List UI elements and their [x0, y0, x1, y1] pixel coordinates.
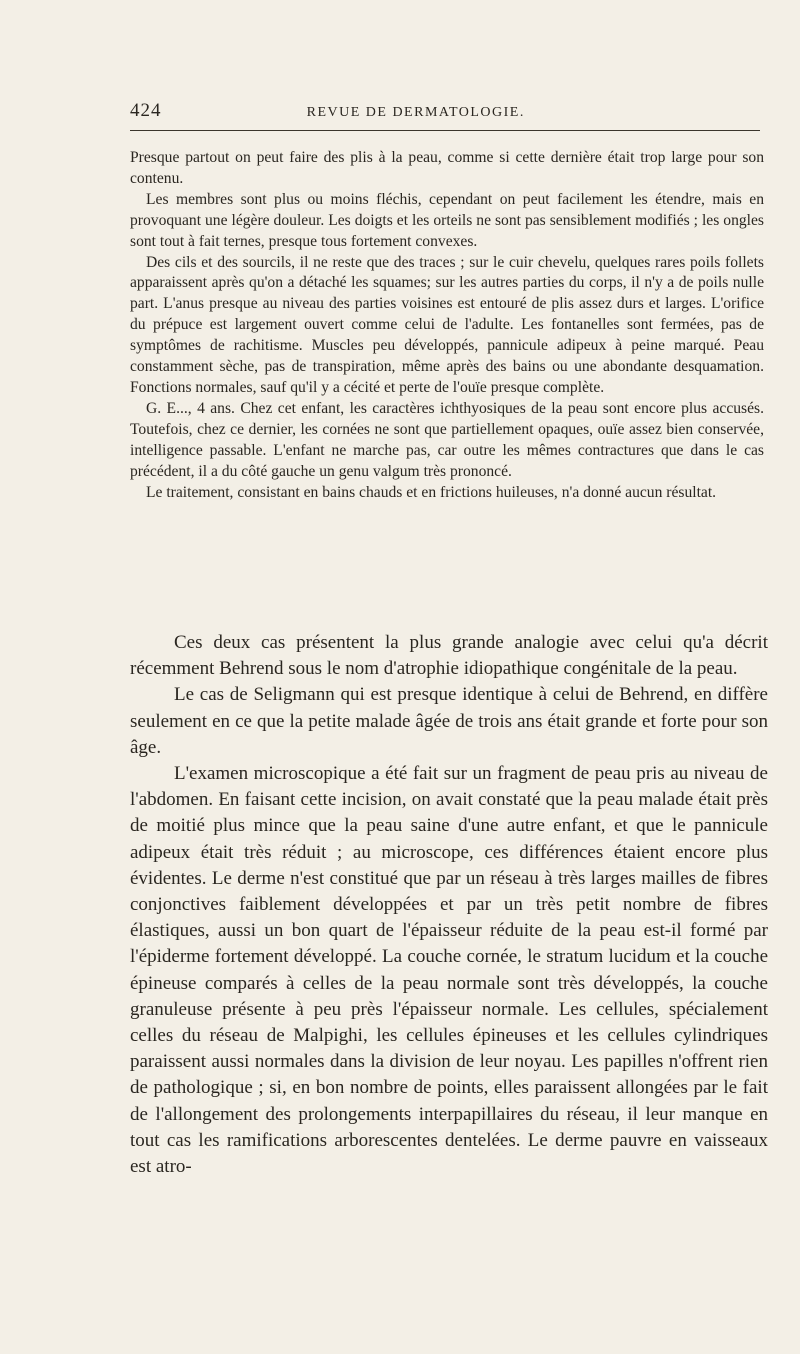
running-title: REVUE DE DERMATOLOGIE.: [306, 105, 525, 120]
paragraph: Le cas de Seligmann qui est presque identique à celui de Behrend, en diffère seulement en ce que la petite malade âgée de trois ans était grande et forte pour son âge.: [130, 684, 768, 758]
paragraph: Les membres sont plus ou moins fléchis, cependant on peut facilement les étendre, mais en provoquant une légère douleur. Les doigts et les orteils ne sont pas sensiblement modifiés ; les ongles sont tout à fait ternes, presque tous fortement convexes.: [130, 190, 764, 250]
paragraph: Des cils et des sourcils, il ne reste que des traces ; sur le cuir chevelu, quelques rares poils follets apparaissent après qu'on a détaché les squames; sur les autres parties du corps, il n'y a de poils nulle part. L'anus presque au niveau des parties voisines est entouré de plis assez durs et larges. L'orifice du prépuce est largement ouvert comme celui de l'adulte. Les fontanelles sont fermées, pas de symptômes de rachitisme. Muscles peu développés, pannicule adipeux à peine marqué. Peau constamment sèche, pas de transpiration, même après des bains ou une abondante desquamation. Fonctions normales, sauf qu'il y a cécité et perte de l'ouïe presque complète.: [130, 253, 764, 396]
main-body-text: [130, 630, 768, 1180]
page-number: 424: [130, 100, 162, 121]
paragraph: Ces deux cas présentent la plus grande analogie avec celui qu'a décrit récemment Behrend sous le nom d'atrophie idiopathique congénitale de la peau.: [130, 632, 768, 680]
case-description-text: [130, 148, 764, 503]
paragraph: Le traitement, consistant en bains chauds et en frictions huileuses, n'a donné aucun résultat.: [146, 483, 717, 501]
paragraph: G. E..., 4 ans. Chez cet enfant, les caractères ichthyosiques de la peau sont encore plus accusés. Toutefois, chez ce dernier, les cornées ne sont que partiellement opaques, ouïe assez bien conservée, intelligence passable. L'enfant ne marche pas, car outre les mêmes contractures que dans le cas précédent, il a du côté gauche un genu valgum très prononcé.: [130, 399, 764, 480]
page-header: [130, 100, 760, 126]
paragraph: Presque partout on peut faire des plis à la peau, comme si cette dernière était trop large pour son contenu.: [130, 149, 764, 187]
paragraph: L'examen microscopique a été fait sur un fragment de peau pris au niveau de l'abdomen. En faisant cette incision, on avait constaté que la peau malade était près de moitié plus mince que la peau saine d'une autre enfant, et que le pannicule adipeux était très réduit ; au microscope, ces différences étaient encore plus évidentes. Le derme n'est constitué que par un réseau à très larges mailles de fibres conjonctives faiblement développées et par un très petit nombre de fibres élastiques, aussi un bon quart de l'épaisseur réduite de la peau est-il formé par l'épiderme fortement développé. La couche cornée, le stratum lucidum et la couche épineuse comparés à celles de la peau normale sont très développés, la couche granuleuse présente à peu près l'épaisseur normale. Les cellules, spécialement celles du réseau de Malpighi, les cellules épineuses et les cellules cylindriques paraissent aussi normales dans la division de leur noyau. Les papilles n'offrent rien de pathologique ; si, en bon nombre de points, elles paraissent allongées par le fait de l'allongement des prolongements interpapillaires du réseau, il leur manque en tout cas les ramifications arborescentes dentelées. Le derme pauvre en vaisseaux est atro-: [130, 763, 768, 1178]
header-rule: [130, 130, 760, 131]
